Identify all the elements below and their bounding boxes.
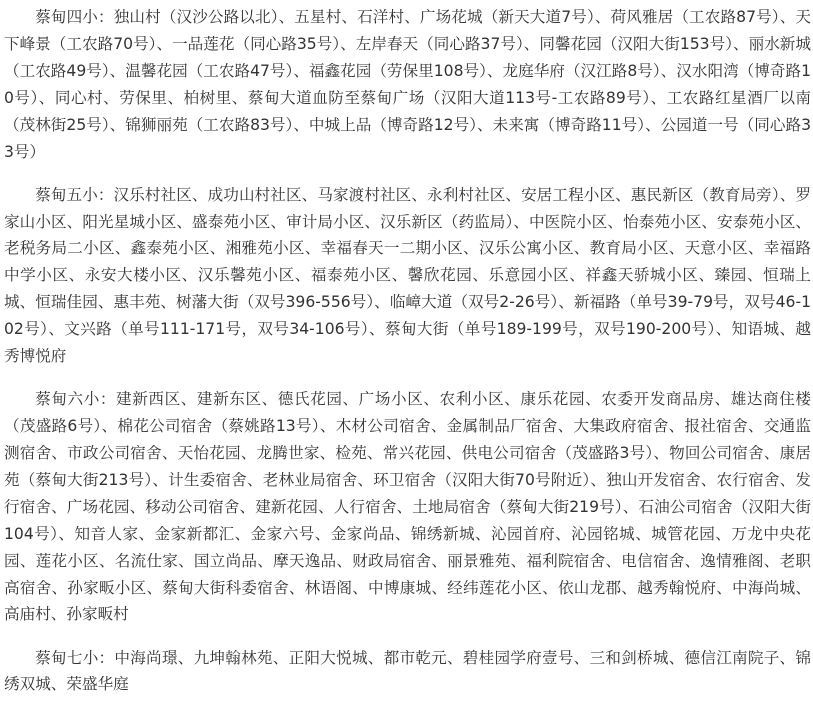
paragraph-caidian-seventh-primary: 蔡甸七小：中海尚璟、九坤翰林苑、正阳大悦城、都市乾元、碧桂园学府壹号、三和剑桥城、德信江南院子、锦绣双城、荣盛华庭: [4, 648, 811, 694]
paragraph-caidian-fifth-primary: 蔡甸五小：汉乐村社区、成功山村社区、马家渡村社区、永利村社区、安居工程小区、惠民新区（教育局旁）、罗家山小区、阳光星城小区、盛泰苑小区、审计局小区、汉乐新区（药监局）、中医院小区、怡泰苑小区、安泰苑小区、老税务局二小区、鑫泰苑小区、湘雅苑小区、幸福春天一二期小区、汉乐公寓小区、教育局小区、天意小区、幸福路中学小区、永安大楼小区、汉乐馨苑小区、福泰苑小区、馨欣花园、乐意园小区、祥鑫天骄城小区、臻园、恒瑞上城、恒瑞佳园、惠丰苑、树藩大街（双号396-556号）、临嶂大道（双号2-26号）、新福路（单号39-79号，双号46-102号）、文兴路（单号111-171号，双号34-106号）、蔡甸大街（单号189-199号，双号190-200号）、知语城、越秀博悦府: [4, 185, 811, 366]
paragraph-caidian-fourth-primary: 蔡甸四小：独山村（汉沙公路以北）、五星村、石洋村、广场花城（新天大道7号）、荷风雅居（工农路87号）、天下峰景（工农路70号）、一品莲花（同心路35号）、左岸春天（同心路37号）、同馨花园（汉阳大街153号）、丽水新城（工农路49号）、温馨花园（工农路47号）、福鑫花园（劳保里108号）、龙庭华府（汉江路8号）、汉水阳湾（博奇路10号）、同心村、劳保里、柏树里、蔡甸大道血防至蔡甸广场（汉阳大道113号-工农路89号）、工农路红星酒厂以南（茂林街25号）、锦狮丽苑（工农路83号）、中城上品（博奇路12号）、未来寓（博奇路11号）、公园道一号（同心路33号）: [4, 8, 811, 161]
paragraph-caidian-sixth-primary: 蔡甸六小：建新西区、建新东区、德氏花园、广场小区、农利小区、康乐花园、农委开发商品房、雄达商住楼（茂盛路6号）、棉花公司宿舍（蔡姚路13号）、木材公司宿舍、金属制品厂宿舍、大集政府宿舍、报社宿舍、交通监测宿舍、市政公司宿舍、天怡花园、龙腾世家、检苑、常兴花园、供电公司宿舍（茂盛路3号）、物回公司宿舍、康居苑（蔡甸大街213号）、计生委宿舍、老林业局宿舍、环卫宿舍（汉阳大街70号附近）、独山开发宿舍、农行宿舍、发行宿舍、广场花园、移动公司宿舍、建新花园、人行宿舍、土地局宿舍（蔡甸大街219号）、石油公司宿舍（汉阳大街104号）、知音人家、金家新都汇、金家六号、金家尚品、锦绣新城、沁园首府、沁园铭城、城管花园、万龙中央花园、莲花小区、名流仕家、国立尚品、摩天逸品、财政局宿舍、丽景雅苑、福利院宿舍、电信宿舍、逸情雅阁、老职高宿舍、孙家畈小区、蔡甸大街科委宿舍、林语阁、中博康城、经纬莲花小区、依山龙郡、越秀翰悦府、中海尚城、高庙村、孙家畈村: [4, 390, 811, 624]
